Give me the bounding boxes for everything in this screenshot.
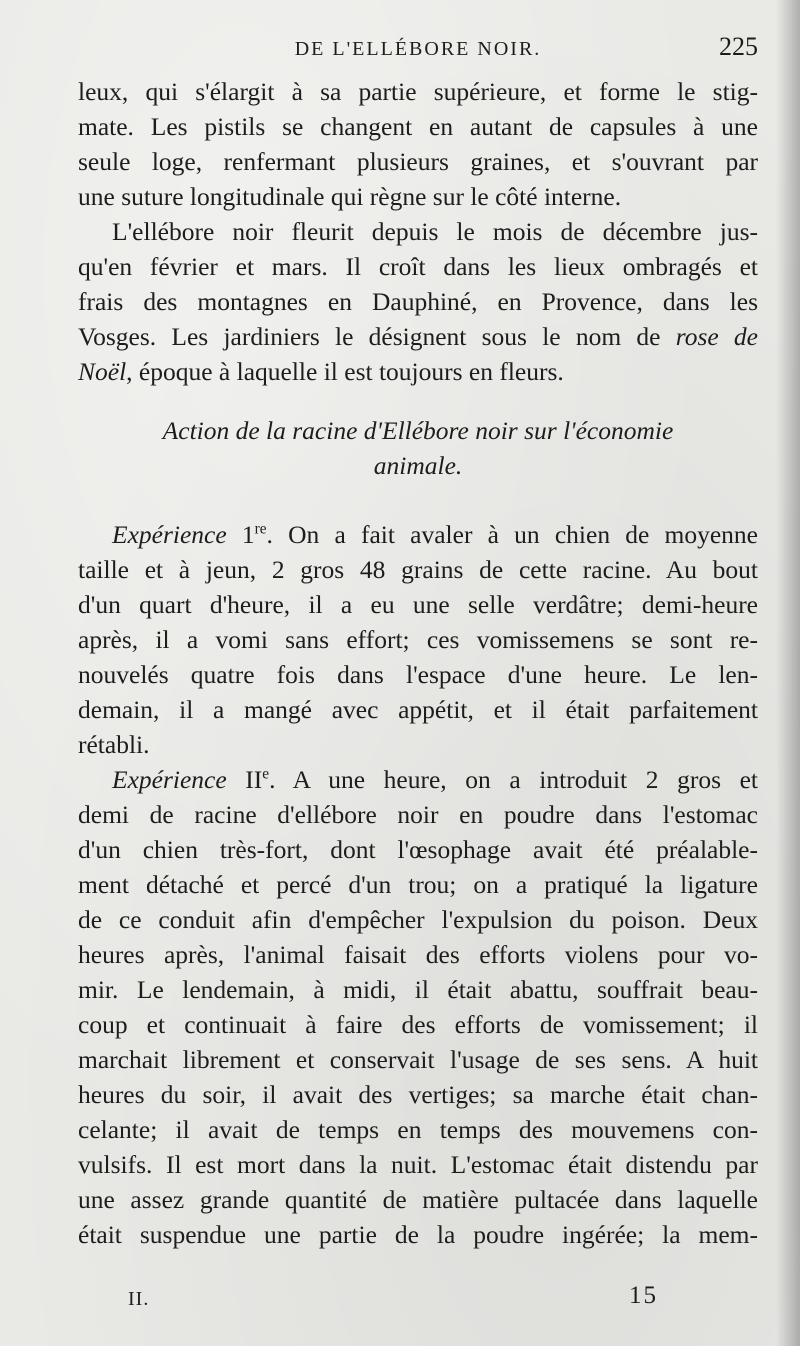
page-shadow-edge (776, 0, 800, 1346)
text-line: mate. Les pistils se changent en autant de capsules à une (78, 112, 758, 141)
paragraph-flowering (78, 214, 758, 389)
page-number: 225 (719, 32, 758, 61)
text-line: heures du soir, il avait des vertiges; sa marche était chan- (78, 1080, 758, 1109)
text-line: taille et à jeun, 2 gros 48 grains de cette racine. Au bout (78, 555, 758, 584)
text-line: qu'en février et mars. Il croît dans les lieux ombragés et (78, 252, 758, 281)
text-line: L'ellébore noir fleurit depuis le mois de décembre jus- (112, 217, 758, 246)
italic-term: rose de (675, 322, 758, 351)
text-line: une assez grande quantité de matière pultacée dans laquelle (78, 1185, 758, 1214)
text-line: mir. Le lendemain, à midi, il était abattu, souffrait beau- (78, 975, 758, 1004)
page-header (78, 32, 758, 66)
text-line: nouvelés quatre fois dans l'espace d'une heure. Le len- (78, 660, 758, 689)
volume-signature: II. (128, 1288, 150, 1310)
italic-term: Noël (78, 357, 127, 386)
text-line: une suture longitudinale qui règne sur le côté interne. (78, 182, 622, 211)
text-line: était suspendue une partie de la poudre ingérée; la mem- (78, 1220, 758, 1249)
text-line: vulsifs. Il est mort dans la nuit. L'estomac était distendu par (78, 1150, 758, 1179)
paragraph-flower-description (78, 74, 758, 214)
experiment-number: 1 (241, 520, 255, 549)
text-line: demi de racine d'ellébore noir en poudre dans l'estomac (78, 800, 758, 829)
text-segment: Vosges. Les jardiniers le désignent sous le nom de (78, 322, 661, 351)
text-line: ment détaché et percé d'un trou; on a pratiqué la ligature (78, 870, 758, 899)
experiment-label: Expérience (112, 765, 227, 794)
text-line: rétabli. (78, 730, 150, 759)
experiment-label: Expérience (112, 520, 227, 549)
text-segment: , époque à laquelle il est toujours en fleurs. (126, 357, 564, 386)
text-line: frais des montagnes en Dauphiné, en Provence, dans les (78, 287, 758, 316)
text-line: heures après, l'animal faisait des efforts violens pour vo- (78, 940, 758, 969)
text-line: marchait librement et conservait l'usage de ses sens. A huit (78, 1045, 758, 1074)
text-line (78, 354, 758, 389)
section-heading (78, 413, 758, 483)
ordinal-suffix: re (254, 520, 267, 538)
text-line: demain, il a mangé avec appétit, et il était parfaitement (78, 695, 758, 724)
experiment-2 (78, 762, 758, 1252)
text-segment: . On a fait avaler à un chien de moyenne (266, 520, 758, 549)
text-line (78, 762, 758, 797)
experiment-number: II (245, 765, 263, 794)
text-line (78, 517, 758, 552)
text-line: d'un quart d'heure, il a eu une selle verdâtre; demi-heure (78, 590, 758, 619)
text-line: seule loge, renfermant plusieurs graines, et s'ouvrant par (78, 147, 758, 176)
page-footer (128, 1282, 658, 1312)
text-line: coup et continuait à faire des efforts de vomissement; il (78, 1010, 758, 1039)
running-title: DE L'ELLÉBORE NOIR. (294, 38, 542, 60)
text-line (78, 319, 758, 354)
text-line: de ce conduit afin d'empêcher l'expulsion du poison. Deux (78, 905, 758, 934)
section-heading-line: animale. (373, 451, 463, 480)
section-heading-line: Action de la racine d'Ellébore noir sur l'économie (162, 416, 674, 445)
text-line: celante; il avait de temps en temps des mouvemens con- (78, 1115, 758, 1144)
ordinal-suffix: e (262, 765, 270, 783)
text-line: leux, qui s'élargit à sa partie supérieure, et forme le stig- (78, 77, 758, 106)
text-line: après, il a vomi sans effort; ces vomissemens se sont re- (78, 625, 758, 654)
page-body (78, 74, 758, 1252)
text-line: d'un chien très-fort, dont l'œsophage avait été préalable- (78, 835, 758, 864)
text-segment: . A une heure, on a introduit 2 gros et (269, 765, 758, 794)
sheet-number: 15 (629, 1282, 658, 1309)
experiment-1 (78, 517, 758, 762)
